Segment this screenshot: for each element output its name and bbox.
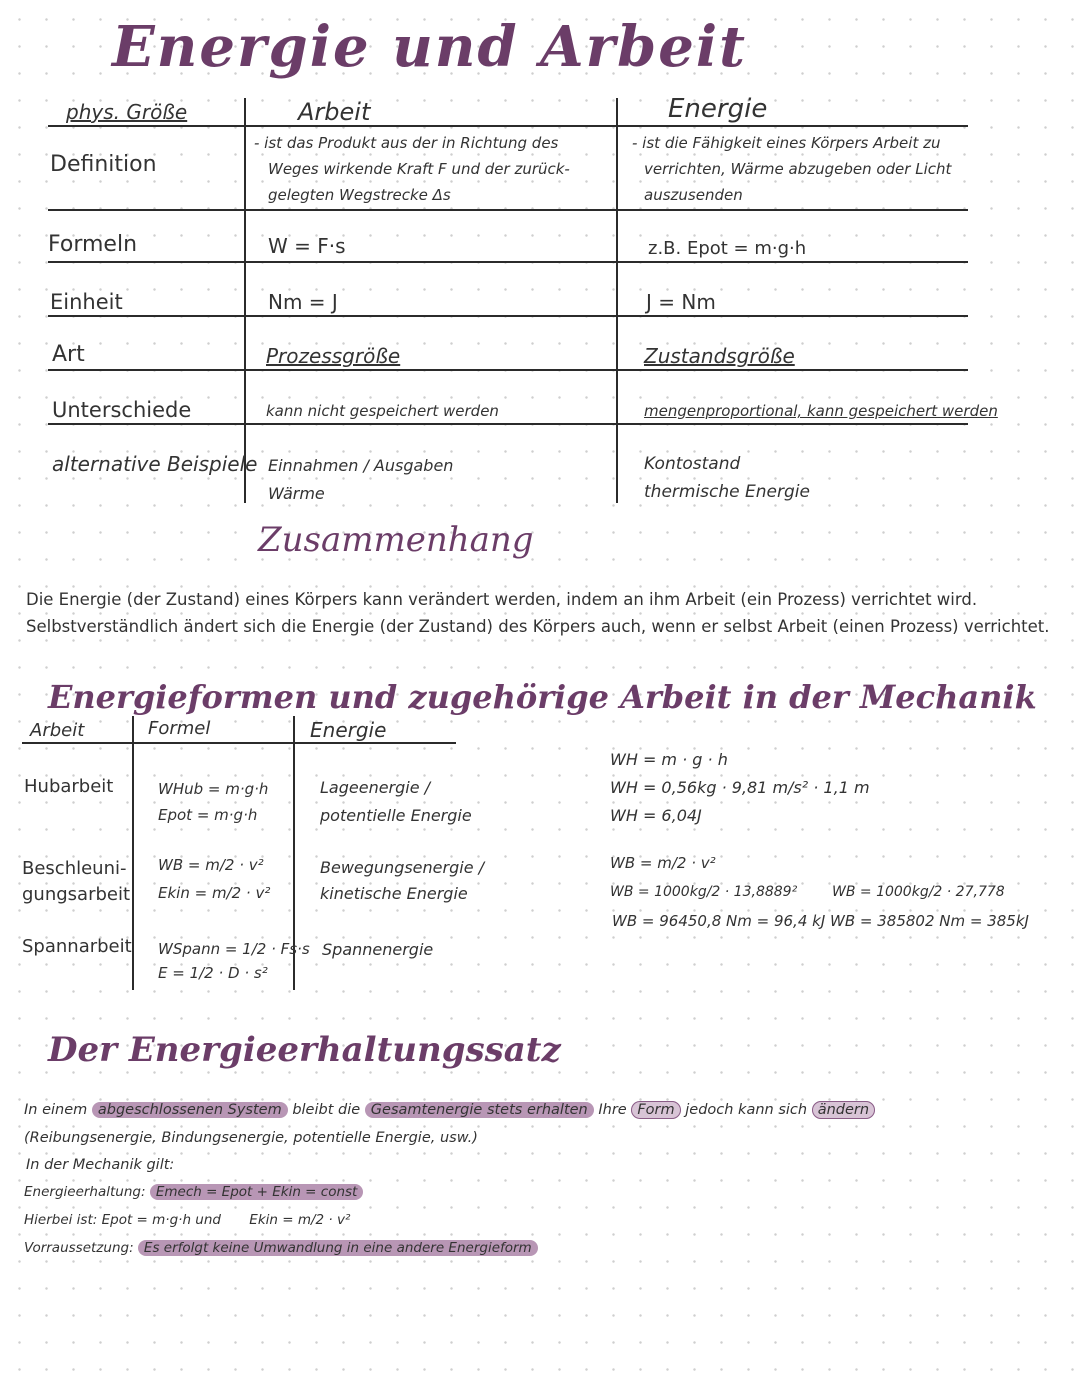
row-label-alternative-beispiele: alternative Beispiele [52,452,258,476]
voraussetzung-label: Vorraussetzung: [24,1240,134,1256]
voraussetzung-text: Es erfolgt keine Umwandlung in eine andere Energieform [138,1240,538,1256]
ef-header-formel: Formel [148,718,211,739]
beispiele-energie-line2: thermische Energie [644,482,810,502]
p1-text-a: In einem [24,1102,88,1118]
formeln-arbeit: W = F·s [268,234,346,258]
art-energie: Zustandsgröße [644,344,795,368]
p1-highlight-aendern: ändern [812,1101,875,1119]
calc-hub-line3: WH = 6,04J [610,806,702,825]
row-label-einheit: Einheit [50,290,123,314]
calc-b1-line1: WB = m/2 · v² [610,854,716,872]
energieerhaltung-label: Energieerhaltung: [24,1184,146,1200]
definition-energie-line3: auszusenden [644,186,743,204]
zusammenhang-heading: Zusammenhang [258,520,534,560]
erhaltung-formula-line [24,1184,363,1200]
header-arbeit: Arbeit [298,98,371,126]
calc-b2-line1: WB = 1000kg/2 · 27,778 [832,884,1005,900]
calc-b1-line3: WB = 96450,8 Nm = 96,4 kJ [612,912,826,930]
ef-beschleunigung-formel1: WB = m/2 · v² [158,856,264,874]
calc-b2-line2: WB = 385802 Nm = 385kJ [830,912,1029,930]
ef-hubarbeit-formel2: Epot = m·g·h [158,806,258,824]
p1-highlight-gesamtenergie: Gesamtenergie stets erhalten [365,1102,594,1118]
erhaltung-hierbei-line [24,1212,350,1228]
erhaltung-heading: Der Energieerhaltungssatz [48,1030,561,1070]
p1-highlight-form: Form [631,1101,680,1119]
erhaltung-voraussetzung-line [24,1240,538,1256]
unterschiede-energie: mengenproportional, kann gespeichert werden [644,402,998,420]
calc-hub-line2: WH = 0,56kg · 9,81 m/s² · 1,1 m [610,778,870,797]
ef-hubarbeit-formel1: WHub = m·g·h [158,780,269,798]
erhaltung-paragraph1 [24,1102,875,1118]
ef-beschleunigung-label1: Beschleuni- [22,858,127,879]
beispiele-energie-line1: Kontostand [644,454,741,474]
formeln-energie: z.B. Epot = m·g·h [648,238,807,259]
zusammenhang-line1: Die Energie (der Zustand) eines Körpers kann verändert werden, indem an ihm Arbeit (ein Prozess) verrichtet wird. [26,590,978,609]
row-label-formeln: Formeln [48,232,138,257]
p1-text-c: bleibt die [292,1102,361,1118]
p1-text-g: jedoch kann sich [685,1102,808,1118]
calc-b1-line2: WB = 1000kg/2 · 13,8889² [610,884,798,900]
ef-hubarbeit-label: Hubarbeit [24,776,114,797]
einheit-energie: J = Nm [646,290,716,314]
definition-energie-line2: verrichten, Wärme abzugeben oder Licht [644,160,952,178]
page-title: Energie und Arbeit [112,14,748,80]
art-arbeit: Prozessgröße [266,344,401,368]
ef-beschleunigung-formel2: Ekin = m/2 · v² [158,884,271,902]
zusammenhang-line2: Selbstverständlich ändert sich die Energie (der Zustand) des Körpers auch, wenn er selbst Arbeit (einen Prozess) verrichtet. [26,617,1050,636]
definition-arbeit-line2: Weges wirkende Kraft F und der zurück- [268,160,570,178]
ef-hubarbeit-energie2: potentielle Energie [320,806,472,825]
ef-spannarbeit-formel2: E = 1/2 · D · s² [158,964,268,982]
ef-beschleunigung-energie2: kinetische Energie [320,884,468,903]
einheit-arbeit: Nm = J [268,290,338,314]
erhaltung-paragraph3: In der Mechanik gilt: [26,1157,175,1173]
hierbei-ekin: Ekin = m/2 · v² [249,1212,351,1228]
ef-spannarbeit-energie1: Spannenergie [322,940,434,959]
ef-spannarbeit-formel1: WSpann = 1/2 · Fs·s [158,940,310,958]
erhaltung-paragraph2: (Reibungsenergie, Bindungsenergie, potentielle Energie, usw.) [24,1130,478,1146]
energieformen-heading: Energieformen und zugehörige Arbeit in der Mechanik [48,678,1037,716]
ef-beschleunigung-label2: gungsarbeit [22,884,131,905]
ef-spannarbeit-label: Spannarbeit [22,936,132,957]
ef-beschleunigung-energie1: Bewegungsenergie / [320,858,485,877]
header-phys-groesse: phys. Größe [66,100,188,124]
ef-header-arbeit: Arbeit [30,720,85,741]
beispiele-arbeit-line1: Einnahmen / Ausgaben [268,456,454,475]
unterschiede-arbeit: kann nicht gespeichert werden [266,402,499,420]
definition-arbeit-line1: - ist das Produkt aus der in Richtung des [254,134,559,152]
hierbei-epot: Epot = m·g·h und [101,1212,221,1228]
row-label-definition: Definition [50,152,157,177]
ef-header-energie: Energie [310,718,387,742]
p1-text-e: Ihre [598,1102,627,1118]
calc-hub-line1: WH = m · g · h [610,750,728,769]
definition-arbeit-line3: gelegten Wegstrecke Δs [268,186,451,204]
header-energie: Energie [668,94,768,124]
energieerhaltung-formula: Emech = Epot + Ekin = const [150,1184,364,1200]
definition-energie-line1: - ist die Fähigkeit eines Körpers Arbeit zu [632,134,941,152]
row-label-unterschiede: Unterschiede [52,398,192,422]
p1-highlight-abgeschlossen: abgeschlossenen System [92,1102,288,1118]
row-label-art: Art [52,342,85,367]
ef-hubarbeit-energie1: Lageenergie / [320,778,431,797]
beispiele-arbeit-line2: Wärme [268,484,325,503]
hierbei-label: Hierbei ist: [24,1212,98,1228]
